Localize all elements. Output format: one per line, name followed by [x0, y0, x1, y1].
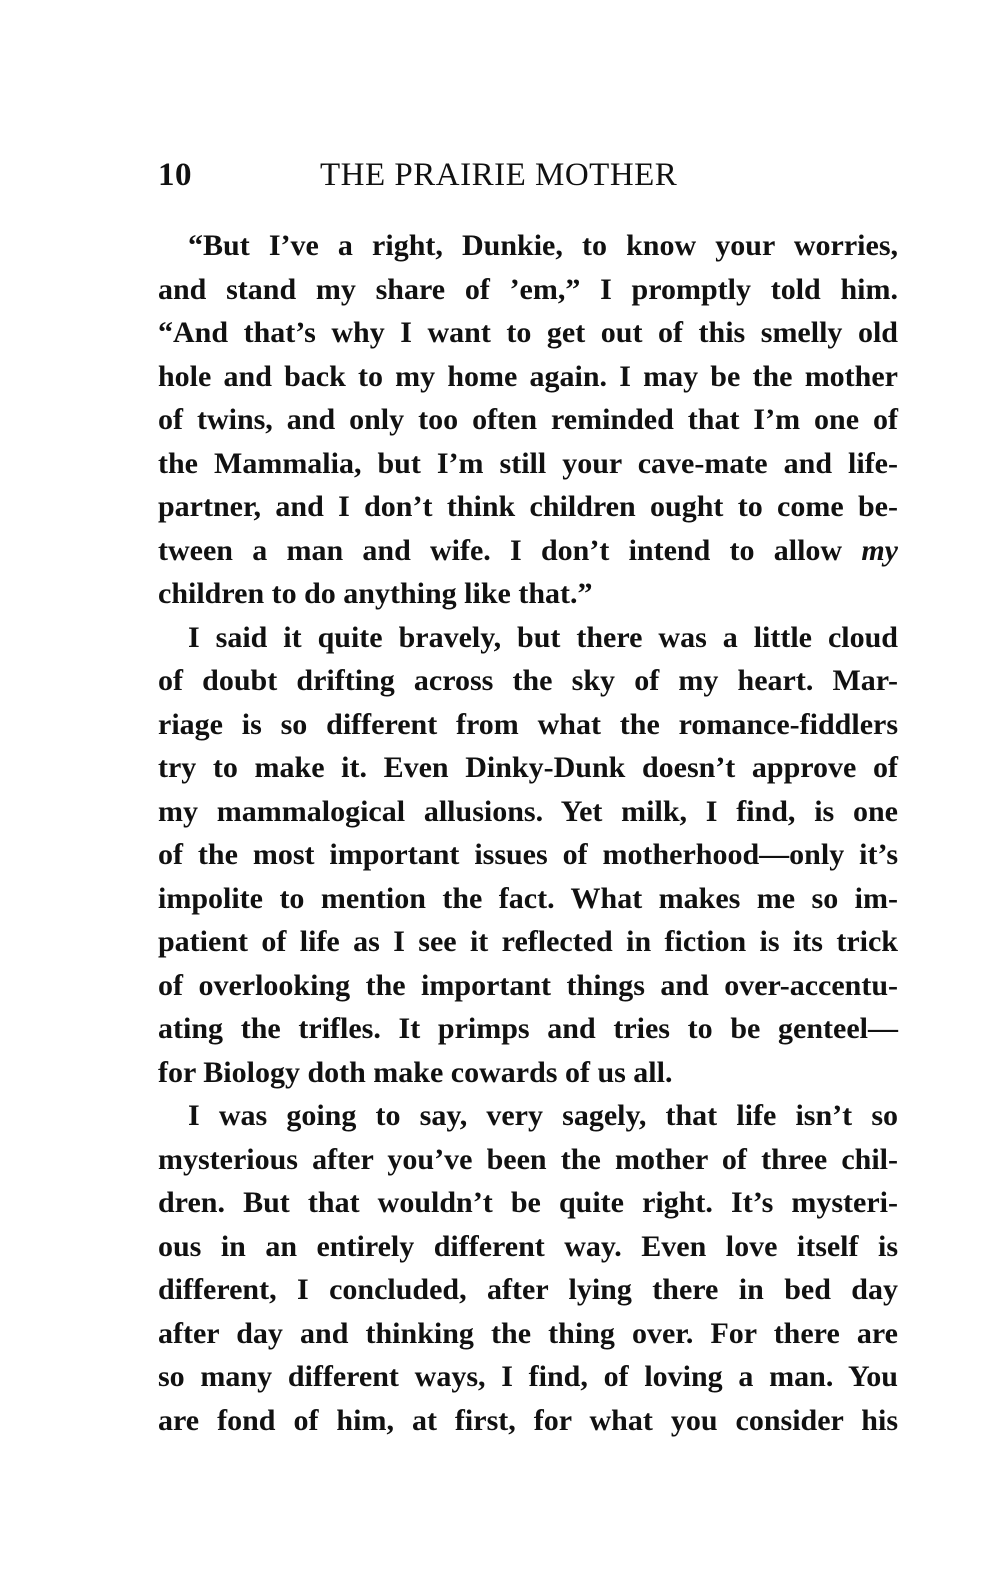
- text-line: mysterious after you’ve been the mother of three chil-: [158, 1142, 898, 1176]
- body-text: [158, 224, 898, 1442]
- text-line: riage is so different from what the romance-fiddlers: [158, 707, 898, 741]
- text-line: “But I’ve a right, Dunkie, to know your worries,: [188, 229, 898, 262]
- text-line: my mammalogical allusions. Yet milk, I find, is one: [158, 794, 898, 828]
- text-line: of the most important issues of motherhood—only it’s: [158, 838, 898, 871]
- text-line: after day and thinking the thing over. For there are: [158, 1316, 898, 1350]
- text-line: of twins, and only too often reminded that I’m one of: [158, 403, 898, 436]
- running-head: [158, 152, 898, 198]
- text-line: patient of life as I see it reflected in fiction is its trick: [158, 925, 898, 958]
- page-number: 10: [158, 157, 192, 193]
- text-line: of overlooking the important things and over-accentu-: [158, 968, 898, 1002]
- text-line: ating the trifles. It primps and tries to be genteel—: [158, 1012, 898, 1045]
- text-line: are fond of him, at first, for what you consider his: [158, 1403, 898, 1437]
- text-line: partner, and I don’t think children ought to come be-: [158, 490, 898, 523]
- text-line: try to make it. Even Dinky-Dunk doesn’t approve of: [158, 751, 898, 784]
- text-line: impolite to mention the fact. What makes me so im-: [158, 881, 898, 915]
- text-line: for Biology doth make cowards of us all.: [158, 1055, 673, 1089]
- text-line: of doubt drifting across the sky of my heart. Mar-: [158, 664, 898, 697]
- text-line: dren. But that wouldn’t be quite right. It’s mysteri-: [158, 1186, 898, 1219]
- text-line: tween a man and wife. I don’t intend to allow my: [158, 533, 898, 567]
- text-line: “And that’s why I want to get out of this smelly old: [158, 316, 898, 349]
- text-line: the Mammalia, but I’m still your cave-mate and life-: [158, 446, 898, 480]
- emphasis: my: [861, 533, 898, 567]
- text-line: so many different ways, I find, of loving a man. You: [158, 1360, 898, 1393]
- text-line: children to do anything like that.”: [158, 577, 593, 610]
- text-line: and stand my share of ’em,” I promptly told him.: [158, 272, 898, 306]
- book-title: THE PRAIRIE MOTHER: [320, 157, 678, 193]
- text-line: hole and back to my home again. I may be the mother: [158, 359, 898, 393]
- text-line: I was going to say, very sagely, that life isn’t so: [188, 1099, 898, 1132]
- text-line: I said it quite bravely, but there was a little cloud: [188, 620, 898, 654]
- text-line: different, I concluded, after lying there in bed day: [158, 1273, 898, 1306]
- text-line: ous in an entirely different way. Even love itself is: [158, 1229, 898, 1263]
